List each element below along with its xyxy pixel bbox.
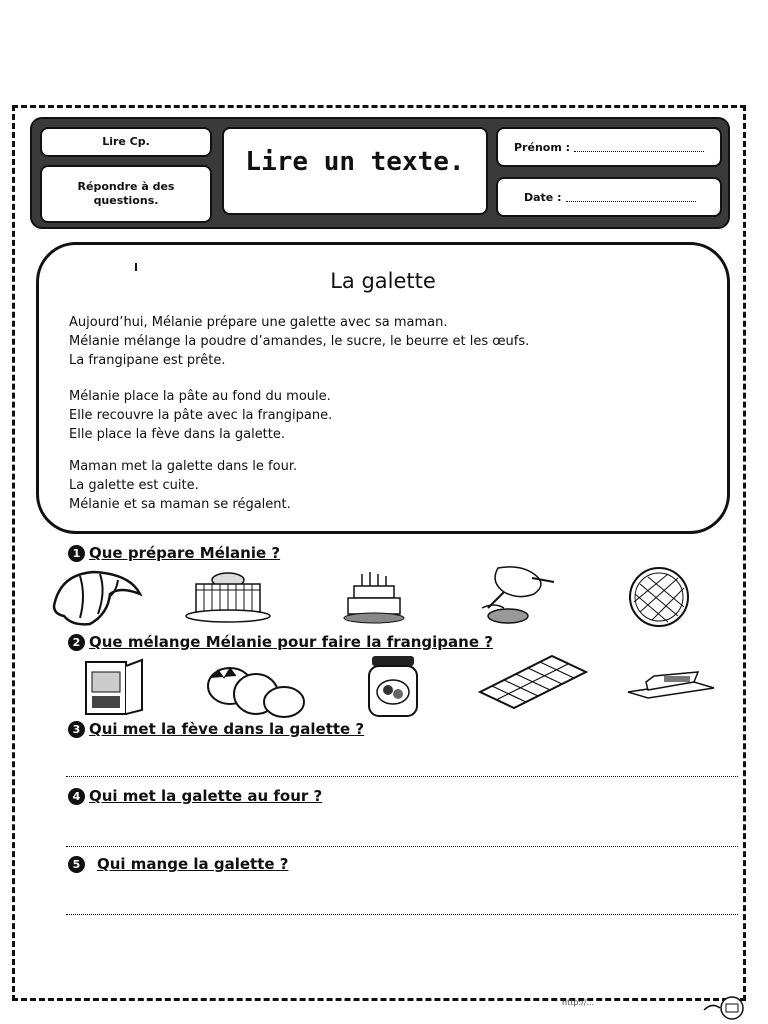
question-number: 3	[68, 721, 85, 738]
date-label: Date :	[524, 190, 562, 204]
level-box	[40, 127, 212, 157]
answer-line-5[interactable]	[66, 913, 738, 915]
answer-line-4[interactable]	[66, 845, 738, 847]
story-line: Mélanie place la pâte au fond du moule.	[69, 389, 331, 404]
date-input[interactable]	[566, 192, 696, 202]
butter-icon[interactable]	[624, 668, 716, 704]
story-title: La galette	[330, 269, 436, 293]
name-box	[496, 127, 722, 167]
galette-icon[interactable]	[626, 566, 692, 628]
question-number: 1	[68, 545, 85, 562]
question-text: Qui met la galette au four ?	[89, 787, 323, 805]
story-line: Mélanie mélange la poudre d’amandes, le sucre, le beurre et les œufs.	[69, 334, 530, 349]
question-5	[68, 855, 288, 873]
page-title: Lire un texte.	[245, 147, 465, 177]
answer-line-3[interactable]	[66, 775, 738, 777]
name-input[interactable]	[574, 142, 704, 152]
story-line: La galette est cuite.	[69, 478, 199, 493]
question-number: 5	[68, 856, 85, 873]
charlotte-cake-icon[interactable]	[182, 568, 274, 624]
task-label: Répondre à des questions.	[77, 180, 175, 207]
story-paragraph-2	[69, 387, 332, 444]
question-number: 4	[68, 788, 85, 805]
level-label: Lire Cp.	[102, 135, 150, 148]
question-text: Que prépare Mélanie ?	[89, 544, 281, 562]
question-text: Qui mange la galette ?	[97, 855, 289, 873]
story-box	[36, 242, 730, 534]
question-text: Que mélange Mélanie pour faire la frangipane ?	[89, 633, 493, 651]
cartoon-logo-icon	[700, 994, 746, 1022]
question-number: 2	[68, 634, 85, 651]
title-box	[222, 127, 488, 215]
birthday-cake-icon[interactable]	[340, 568, 406, 626]
story-paragraph-3	[69, 457, 297, 514]
story-line: Elle place la fève dans la galette.	[69, 427, 286, 442]
flour-box-icon[interactable]	[80, 656, 152, 720]
question-1	[68, 544, 280, 562]
jam-jar-icon[interactable]	[364, 654, 422, 720]
cooking-icon[interactable]	[474, 564, 562, 628]
story-line: Elle recouvre la pâte avec la frangipane.	[69, 408, 333, 423]
eggs-icon[interactable]	[200, 660, 310, 720]
croissant-icon[interactable]	[50, 566, 144, 630]
story-paragraph-1	[69, 313, 529, 370]
question-4	[68, 787, 322, 805]
name-label: Prénom :	[514, 140, 571, 154]
task-box	[40, 165, 212, 223]
question-2	[68, 633, 493, 651]
question-text: Qui met la fève dans la galette ?	[89, 720, 365, 738]
worksheet-header	[30, 117, 730, 229]
chocolate-bar-icon[interactable]	[474, 652, 590, 712]
date-box	[496, 177, 722, 217]
question-3	[68, 720, 364, 738]
story-line: Mélanie et sa maman se régalent.	[69, 497, 291, 512]
story-line: Maman met la galette dans le four.	[69, 459, 298, 474]
story-line: Aujourd’hui, Mélanie prépare une galette avec sa maman.	[69, 315, 448, 330]
footer-url: http://...	[562, 998, 595, 1007]
story-line: La frangipane est prête.	[69, 353, 226, 368]
